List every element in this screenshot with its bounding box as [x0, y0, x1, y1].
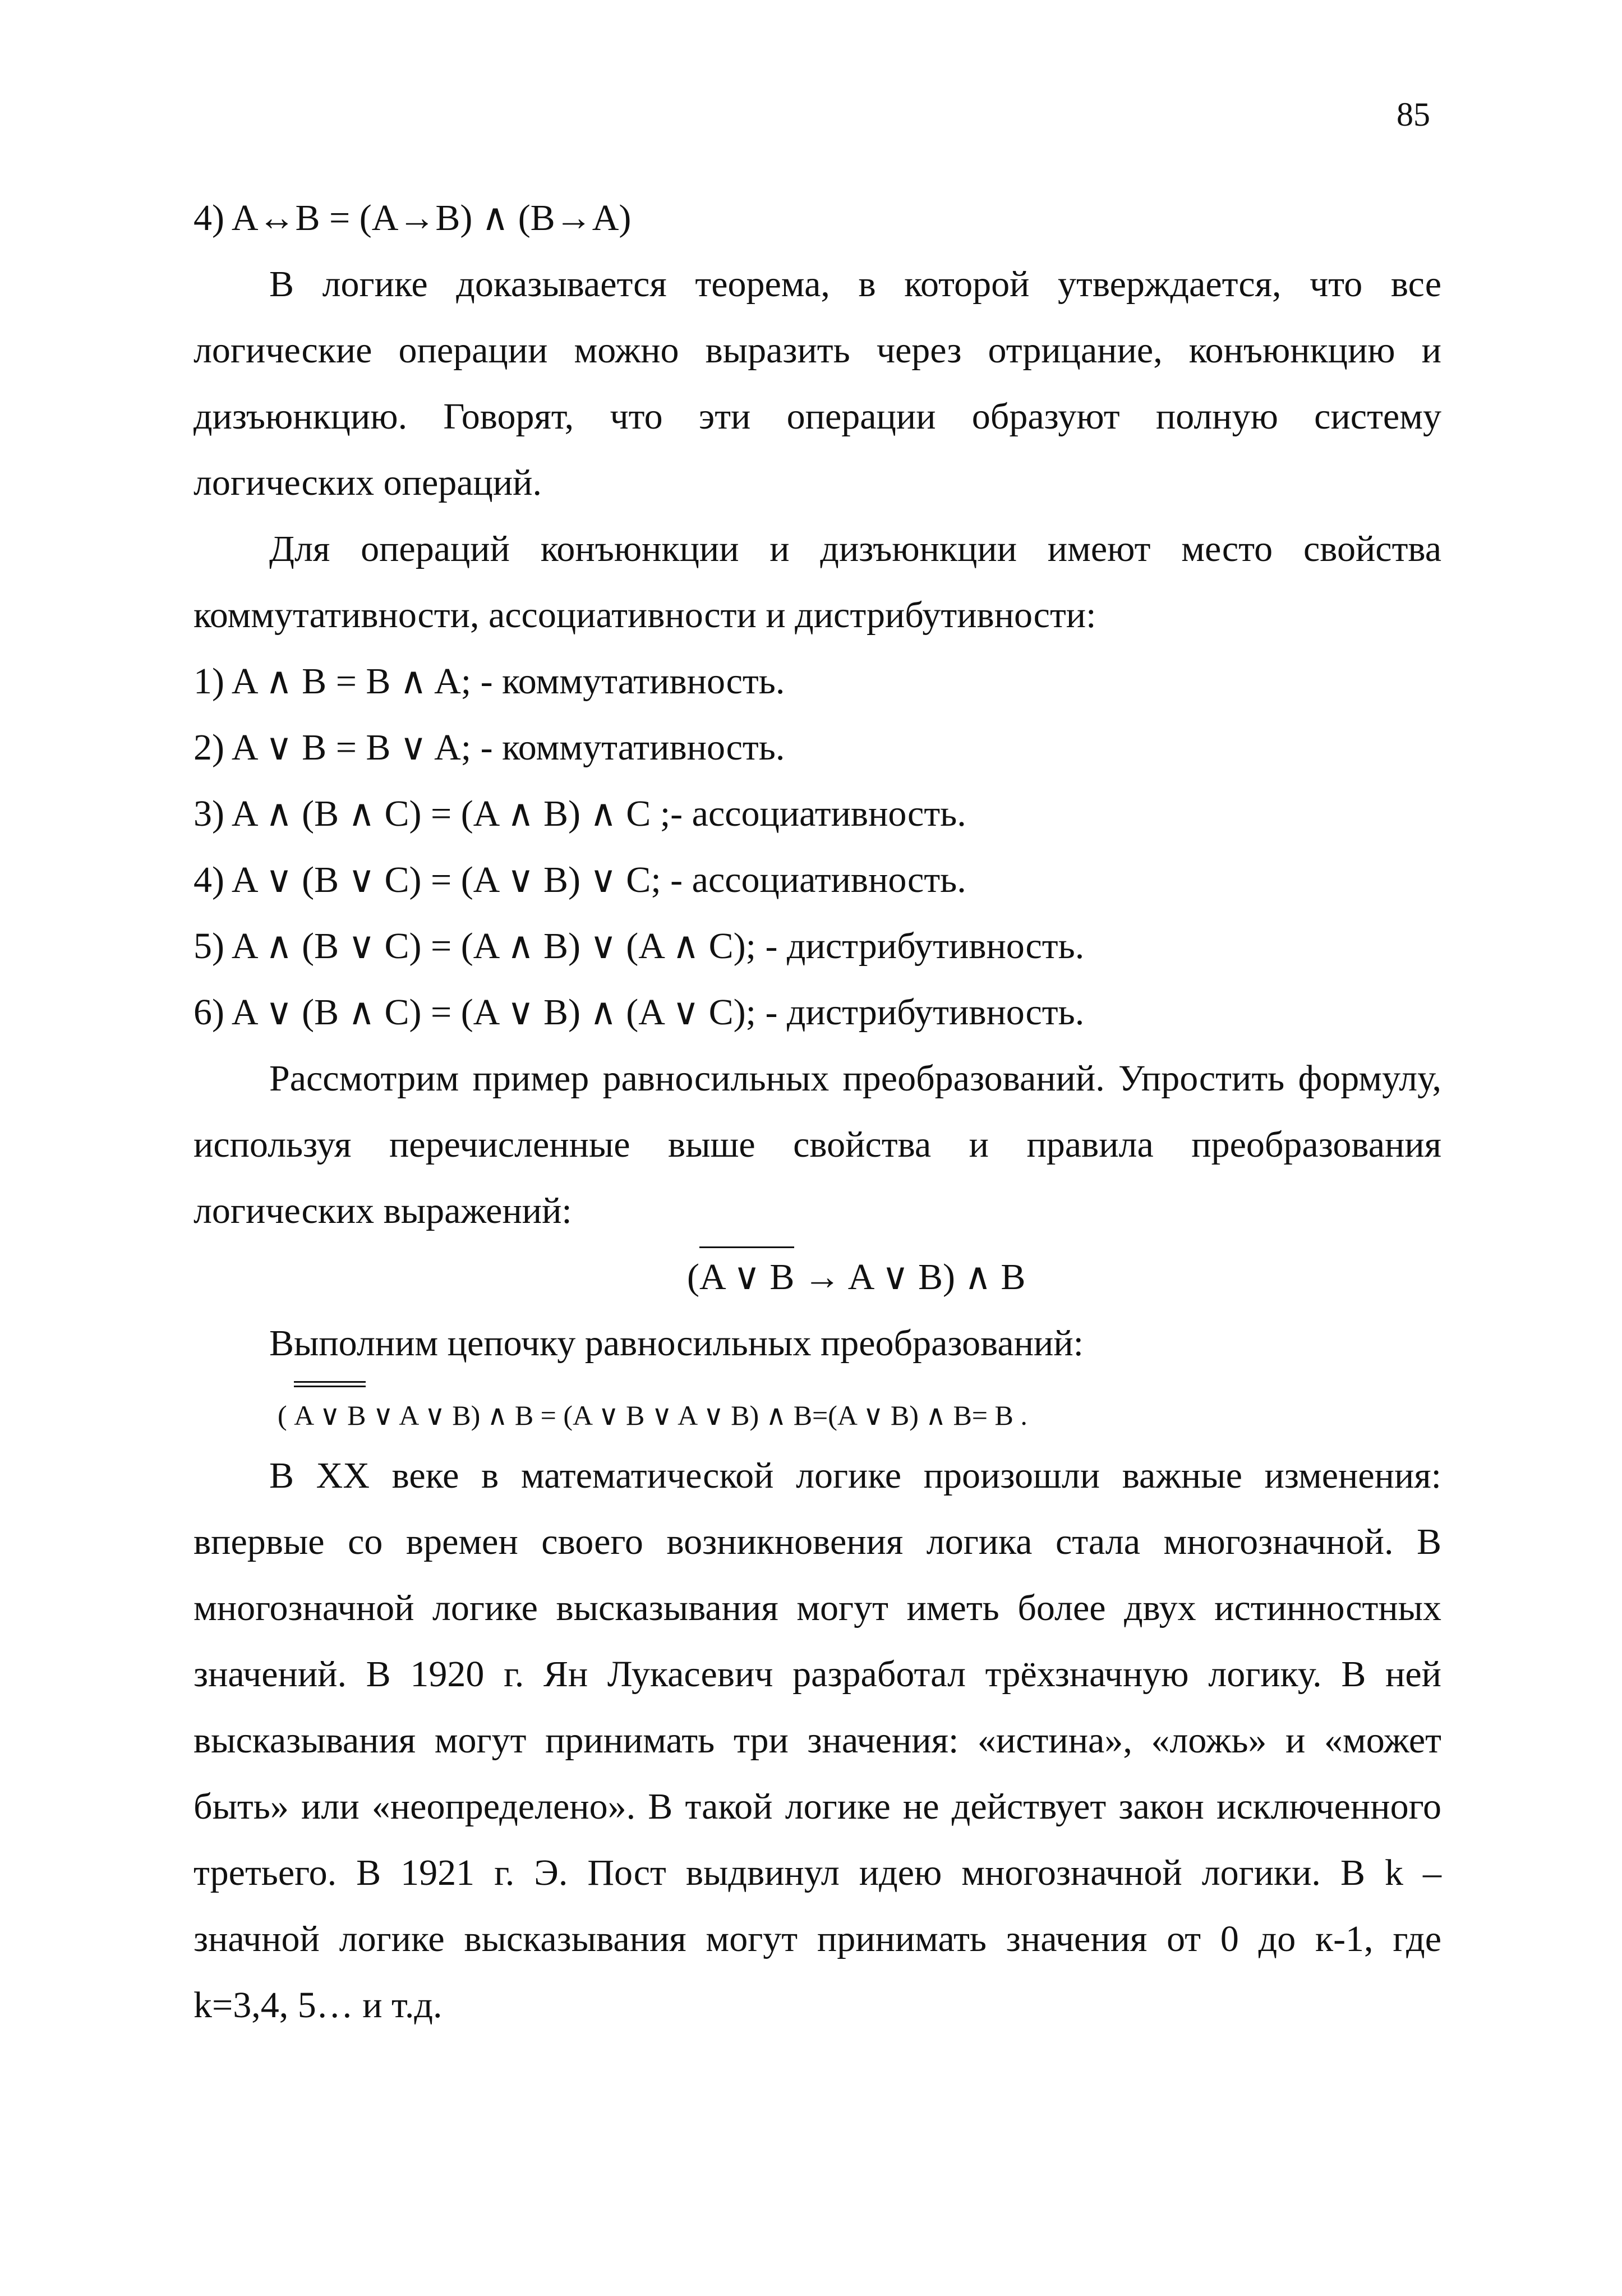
formula-main-negated: A ∨ B	[699, 1244, 794, 1310]
paragraph-theorem: В логике доказывается теорема, в которой утверждается, что все логические операции можно выразить через отрицание, конъюнкцию и дизъюнкцию. Говорят, что эти операции образуют полную систему логических операций.	[193, 264, 1441, 503]
page-content	[193, 185, 1441, 2039]
formula-chain-open: (	[278, 1400, 294, 1431]
property-distributive-and: 5) A ∧ (B ∨ C) = (A ∧ B) ∨ (A ∧ C); - дистрибутивность.	[193, 926, 1085, 967]
equivalence-rule: 4) A↔B = (A→B) ∧ (B→A)	[193, 197, 632, 238]
formula-chain-double-negated: A ∨ B	[294, 1382, 366, 1448]
formula-main-rest: → A ∨ B) ∧ B	[794, 1257, 1026, 1297]
property-commutative-and: 1) A ∧ B = B ∧ A; - коммутативность.	[193, 661, 785, 702]
property-associative-and: 3) A ∧ (B ∧ C) = (A ∧ B) ∧ C ;- ассоциативность.	[193, 793, 966, 834]
property-distributive-or: 6) A ∨ (B ∧ C) = (A ∨ B) ∧ (A ∨ C); - дистрибутивность.	[193, 992, 1085, 1033]
formula-main	[193, 1244, 1441, 1310]
paragraph-xx-century: В XX веке в математической логике произошли важные изменения: впервые со времен своего возникновения логика стала многозначной. В многозначной логике высказывания могут иметь более двух истинностных значений. В 1920 г. Ян Лукасевич разработал трёхзначную логику. В ней высказывания могут принимать три значения: «истина», «ложь» и «может быть» или «неопределено». В такой логике не действует закон исключенного третьего. В 1921 г. Э. Пост выдвинул идею многозначной логики. В k – значной логике высказывания могут принимать значения от 0 до к-1, где k=3,4, 5… и т.д.	[193, 1455, 1441, 2026]
property-associative-or: 4) A ∨ (B ∨ C) = (A ∨ B) ∨ C; - ассоциативность.	[193, 859, 966, 900]
formula-main-open: (	[687, 1257, 699, 1297]
paragraph-chain: Выполним цепочку равносильных преобразований:	[269, 1323, 1084, 1364]
formula-chain	[193, 1377, 1441, 1443]
paragraph-properties: Для операций конъюнкции и дизъюнкции имеют место свойства коммутативности, ассоциативности и дистрибутивности:	[193, 528, 1441, 636]
property-commutative-or: 2) A ∨ B = B ∨ A; - коммутативность.	[193, 727, 785, 768]
page-number: 85	[1397, 96, 1430, 133]
formula-chain-rest: ∨ A ∨ B) ∧ B = (A ∨ B ∨ A ∨ B) ∧ B=(A ∨ B) ∧ B= B .	[366, 1400, 1027, 1431]
paragraph-example: Рассмотрим пример равносильных преобразований. Упростить формулу, используя перечисленные выше свойства и правила преобразования логических выражений:	[193, 1058, 1441, 1231]
